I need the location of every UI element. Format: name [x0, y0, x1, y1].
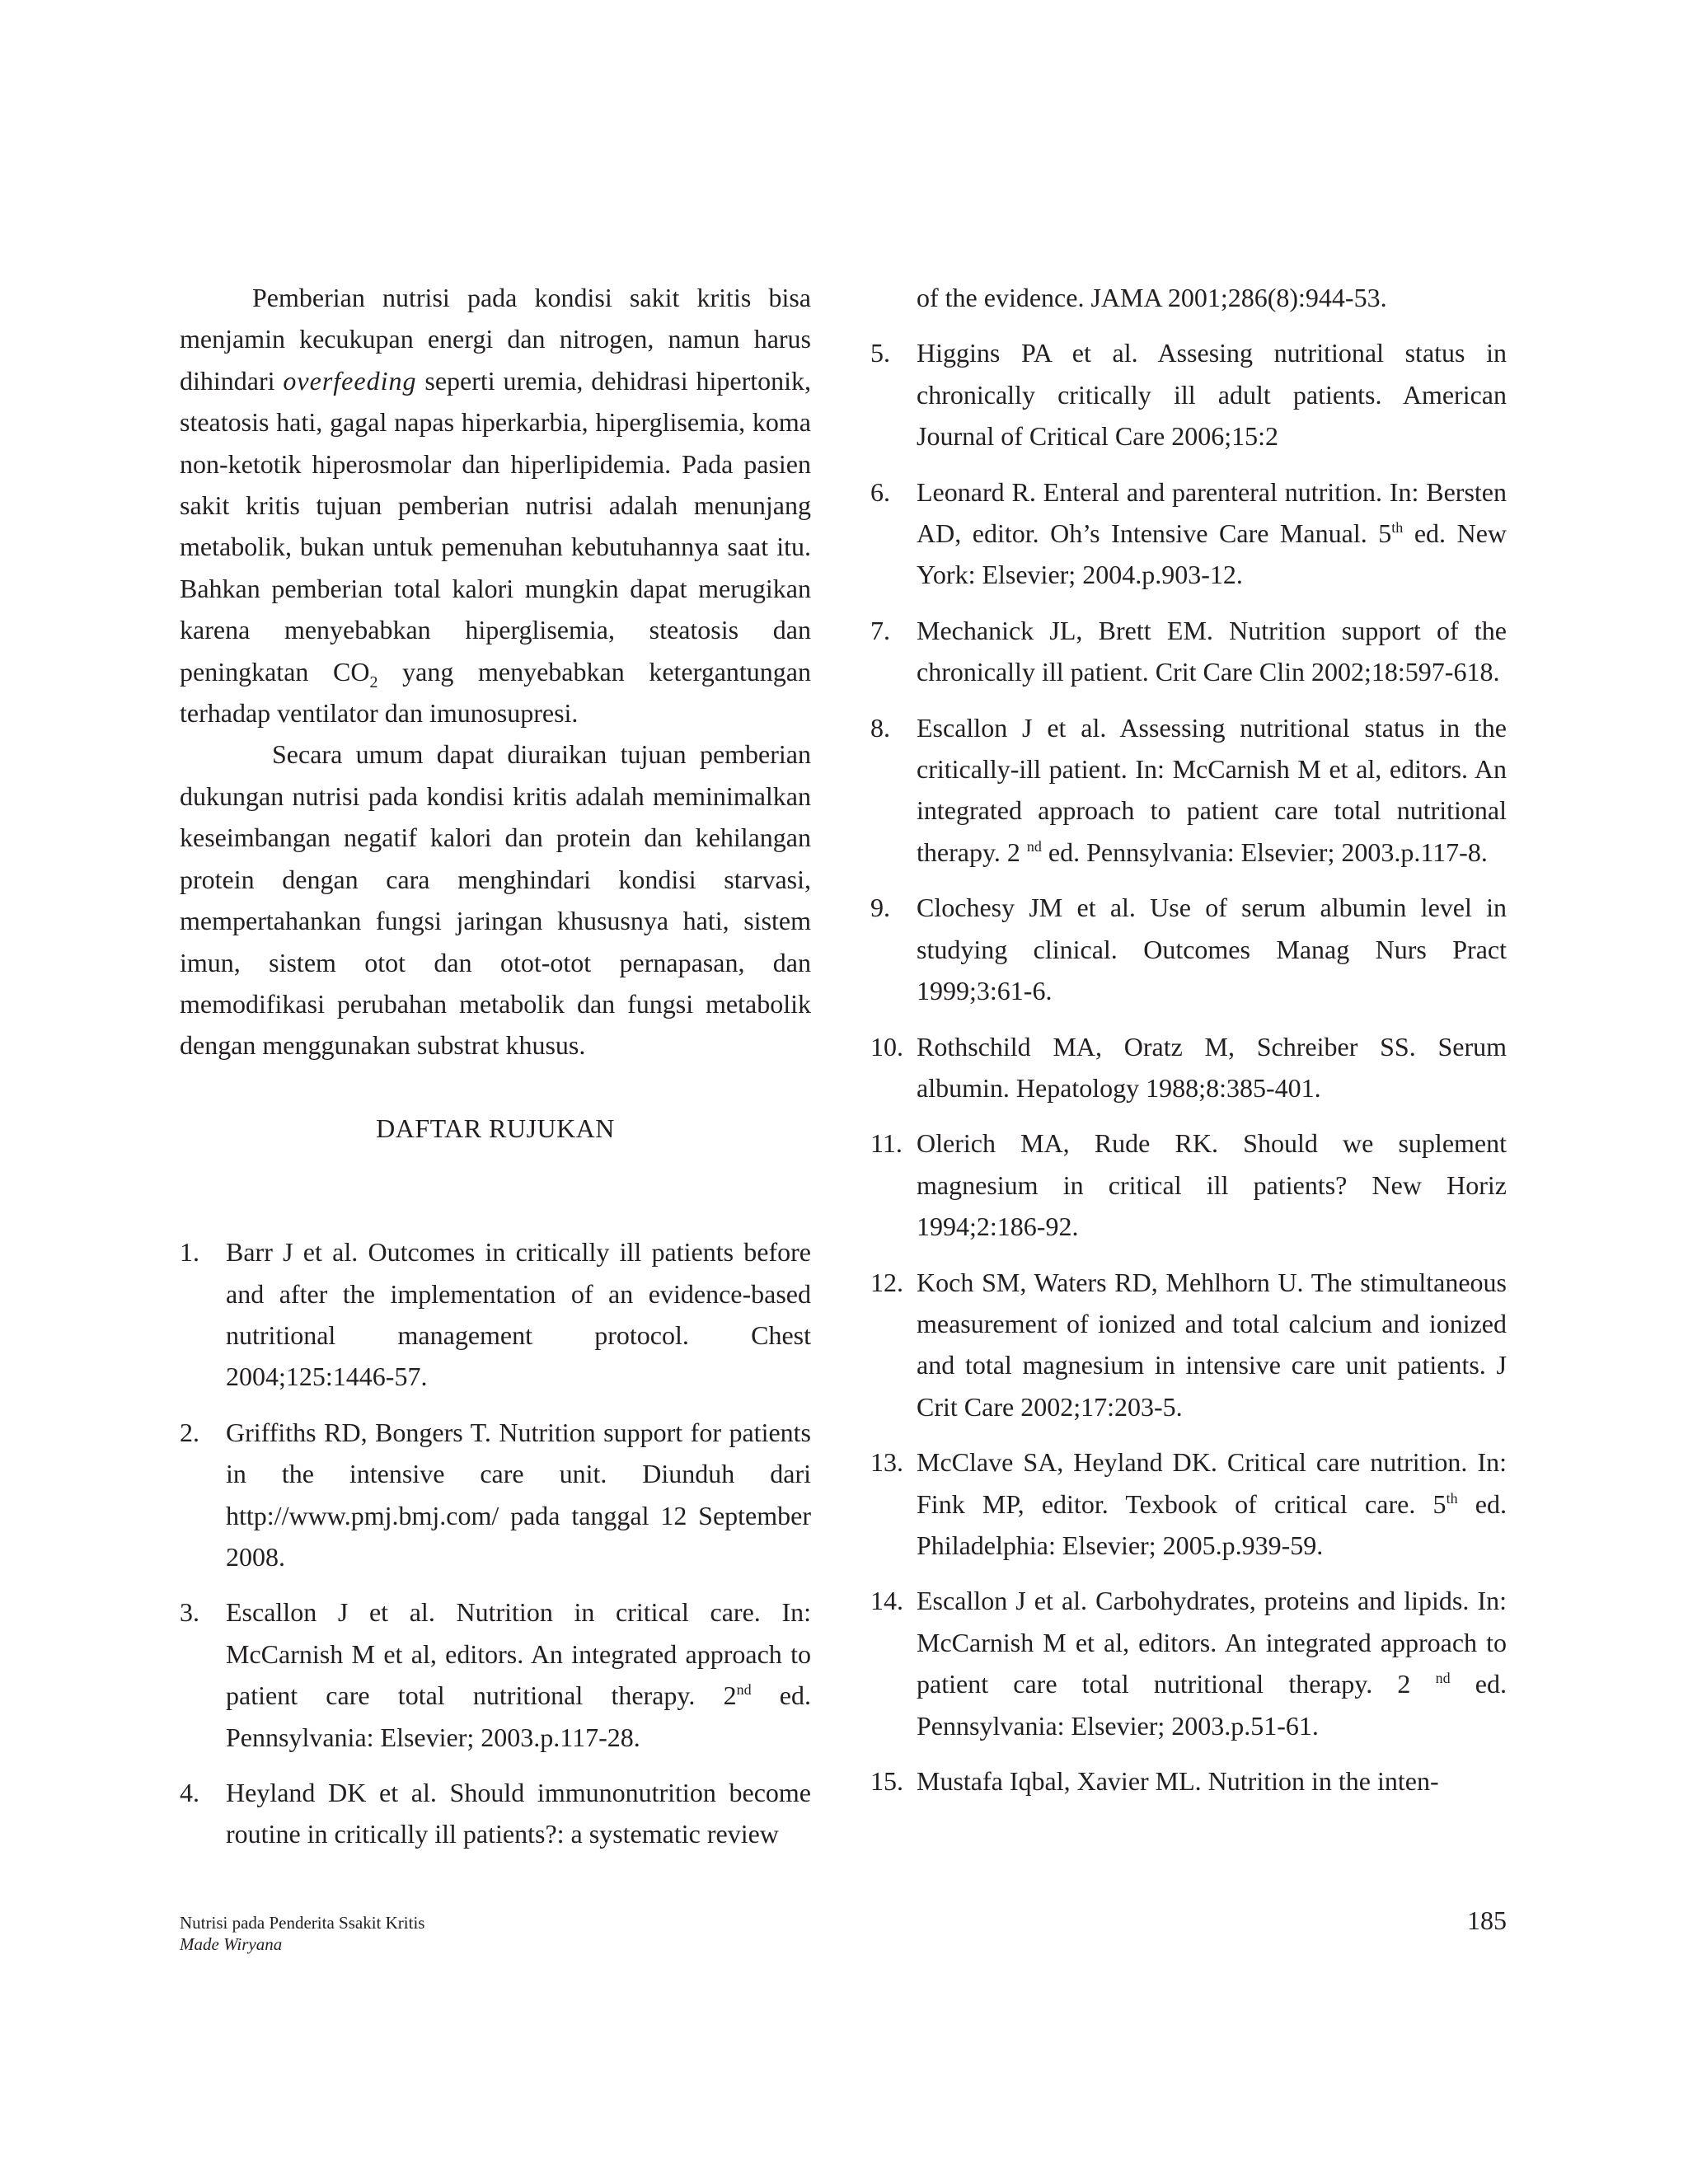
reference-number: 11.: [870, 1128, 903, 1159]
reference-number: 2.: [180, 1417, 199, 1447]
reference-text: Leonard R. Enteral and parenteral nutrition. In: Bersten AD, editor. Oh’s Intensive Care Manual. 5th ed. New York: Elsevier; 2004.p.903-12.: [917, 476, 1507, 590]
reference-text: Barr J et al. Outcomes in critically ill patients before and after the implementation of an evidence-based nutritional management protocol. Chest 2004;125:1446-57.: [226, 1237, 811, 1392]
reference-text: Higgins PA et al. Assesing nutritional status in chronically critically ill adult patients. American Journal of Critical Care 2006;15:2: [917, 338, 1507, 452]
reference-item: [870, 887, 1507, 1011]
reference-number: 10.: [870, 1031, 903, 1062]
page-footer: [180, 1912, 424, 1955]
reference-number: 5.: [870, 338, 890, 368]
reference-item: [870, 610, 1507, 693]
reference-item: [180, 1772, 811, 1855]
reference-number: 6.: [870, 476, 890, 507]
reference-item: [870, 1441, 1507, 1566]
body-paragraph: Secara umum dapat diuraikan tujuan pemberian dukungan nutrisi pada kondisi kritis adalah meminimalkan keseimbangan negatif kalori dan protein dan kehilangan protein dengan cara menghindari kondisi starvasi, mempertahankan fungsi jaringan khususnya hati, sistem imun, sistem otot dan otot-otot pernapasan, dan memodifikasi perubahan metabolik dan fungsi metabolik dengan menggunakan substrat khusus.: [180, 739, 811, 1061]
italic-term: overfeeding: [283, 365, 417, 396]
reference-item: [180, 1231, 811, 1398]
reference-number: 4.: [180, 1778, 199, 1807]
reference-number: 7.: [870, 615, 890, 645]
footer-title: Nutrisi pada Penderita Ssakit Kritis: [180, 1913, 425, 1933]
reference-text: Olerich MA, Rude RK. Should we suplement magnesium in critical ill patients? New Horiz 1994;2:186-92.: [917, 1128, 1507, 1242]
reference-text: Clochesy JM et al. Use of serum albumin level in studying clinical. Outcomes Manag Nurs Pract 1999;3:61-6.: [917, 893, 1507, 1006]
subscript: 2: [369, 673, 378, 691]
reference-item: [870, 1026, 1507, 1109]
reference-text: Koch SM, Waters RD, Mehlhorn U. The stimultaneous measurement of ionized and total calcium and ionized and total magnesium in intensive care unit patients. J Crit Care 2002;17:203-5.: [917, 1267, 1507, 1422]
body-paragraph: Pemberian nutrisi pada kondisi sakit kritis bisa menjamin kecukupan energi dan nitrogen, namun harus dihindari overfeeding seperti uremia, dehidrasi hipertonik, steatosis hati, gagal napas hiperkarbia, hiperglisemia, koma non-ketotik hiperosmolar dan hiperlipidemia. Pada pasien sakit kritis tujuan pemberian nutrisi adalah menunjang metabolik, bukan untuk pemenuhan kebutuhannya saat itu. Bahkan pemberian total kalori mungkin dapat merugikan karena menyebabkan hiperglisemia, steatosis dan peningkatan $CO_2$ yang menyebabkan ketergantungan terhadap ventilator dan imunosupresi.: [180, 283, 812, 729]
reference-item: [870, 332, 1507, 457]
reference-continuation: of the evidence. JAMA 2001;286(8):944-53.: [917, 283, 1387, 312]
reference-item: [870, 1262, 1507, 1428]
reference-item: [870, 1760, 1507, 1802]
reference-item: [870, 1580, 1507, 1746]
reference-item: [180, 1412, 811, 1578]
reference-text: Heyland DK et al. Should immunonutrition become routine in critically ill patients?: a systematic review: [226, 1778, 811, 1849]
reference-item: [870, 707, 1507, 874]
left-column: [180, 277, 811, 1869]
page-number: 185: [1467, 1905, 1507, 1935]
reference-text: Mechanick JL, Brett EM. Nutrition support of the chronically ill patient. Crit Care Clin 2002;18:597-618.: [917, 615, 1507, 687]
reference-text: Escallon J et al. Nutrition in critical care. In: McCarnish M et al, editors. An integrated approach to patient care total nutritional therapy. 2nd ed. Pennsylvania: Elsevier; 2003.p.117-28.: [226, 1597, 812, 1752]
reference-number: 14.: [870, 1586, 903, 1616]
section-heading: DAFTAR RUJUKAN: [376, 1113, 615, 1143]
right-column: [870, 277, 1507, 1816]
reference-number: 12.: [870, 1267, 903, 1297]
reference-number: 8.: [870, 712, 890, 743]
reference-item: [180, 1591, 811, 1758]
reference-number: 13.: [870, 1447, 903, 1478]
reference-item: [870, 471, 1507, 596]
reference-text: Escallon J et al. Assessing nutritional status in the critically-ill patient. In: McCarnish M et al, editors. An integrated approach to patient care total nutritional therapy. 2 $^{nd}$ ed. Pennsylvania: Elsevier; 2003.p.117-8.: [917, 712, 1507, 867]
reference-number: 9.: [870, 893, 890, 923]
reference-text: McClave SA, Heyland DK. Critical care nutrition. In: Fink MP, editor. Texbook of critical care. 5th ed. Philadelphia: Elsevier; 2005.p.939-59.: [917, 1447, 1507, 1560]
reference-number: 1.: [180, 1237, 199, 1268]
reference-item: [870, 1122, 1507, 1247]
reference-text: Griffiths RD, Bongers T. Nutrition support for patients in the intensive care unit. Diunduh dari http://www.pmj.bmj.com/ pada tanggal 12 September 2008.: [226, 1417, 811, 1572]
reference-number: 3.: [180, 1597, 199, 1628]
reference-number: 15.: [870, 1766, 903, 1796]
reference-text: Rothschild MA, Oratz M, Schreiber SS. Serum albumin. Hepatology 1988;8:385-401.: [917, 1031, 1507, 1103]
reference-text: Escallon J et al. Carbohydrates, proteins and lipids. In: McCarnish M et al, editors. An integrated approach to patient care total nutritional therapy. 2 $^{nd}$ ed. Pennsylvania: Elsevier; 2003.p.51-61.: [917, 1586, 1507, 1741]
reference-text: Mustafa Iqbal, Xavier ML. Nutrition in the inten-: [917, 1766, 1439, 1796]
footer-author: Made Wiryana: [180, 1934, 283, 1954]
